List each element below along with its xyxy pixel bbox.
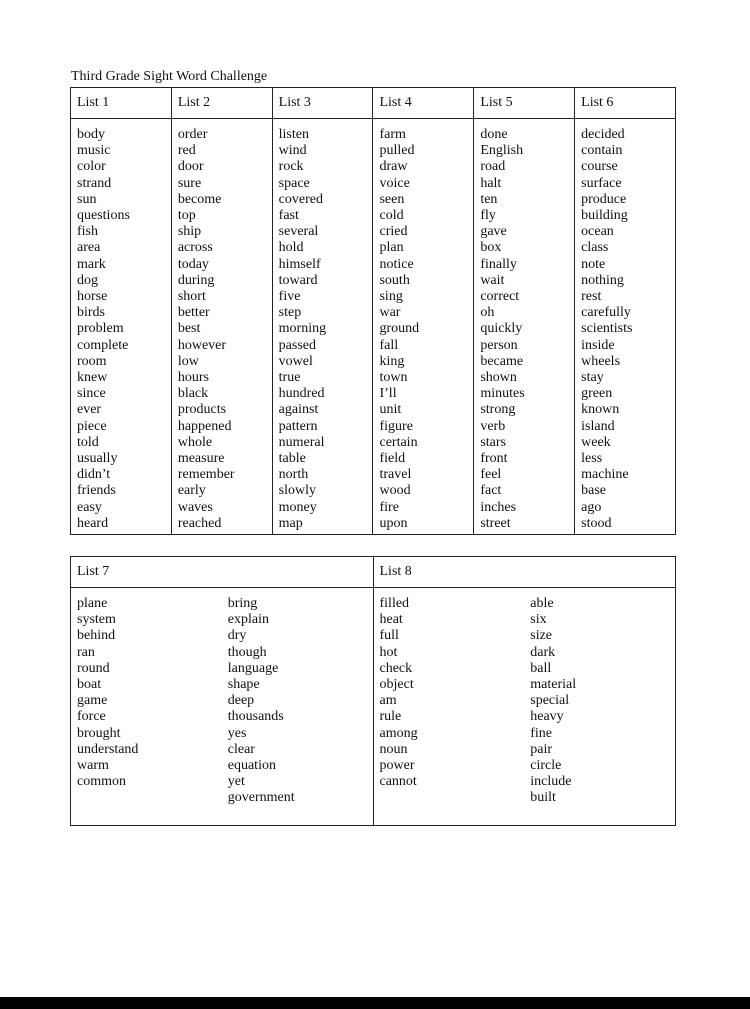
word-item: fish [77,224,98,240]
word-item: front [480,451,508,467]
word-item: bring [227,596,258,611]
word-item: island [581,418,615,434]
word-item: fast [278,208,299,224]
word-item: inside [581,337,615,353]
word-item: war [379,305,401,321]
word-item: ever [77,402,102,418]
word-item: power [379,758,415,774]
word-item: inches [480,499,517,515]
word-item: hundred [278,386,325,402]
word-item: today [177,256,209,272]
word-item: stay [581,370,604,386]
word-item: morning [278,321,327,337]
word-item: measure [177,451,225,467]
word-item: contain [581,143,623,159]
list-2-cell [171,119,272,535]
word-item: travel [379,467,412,483]
word-item: thousands [227,709,284,725]
word-item: seen [379,191,405,207]
list-1-header: List 1 [71,88,172,119]
word-item: box [480,240,502,256]
page-title: Third Grade Sight Word Challenge [71,69,268,84]
word-item: dark [530,644,556,660]
word-item: cannot [379,774,417,790]
word-item: become [177,191,222,207]
word-item: knew [77,370,108,386]
word-item: unit [379,402,402,418]
list-4-cell [373,119,474,535]
word-item: piece [77,418,107,434]
word-item: red [177,143,196,159]
word-item: ago [581,499,602,515]
word-item: able [530,596,554,611]
word-item: pattern [278,418,318,434]
word-item: shape [227,677,260,693]
word-item: check [379,660,413,676]
word-item: south [379,272,410,288]
list-7-cell [71,588,374,826]
word-item: game [77,693,108,709]
word-item: circle [530,758,562,774]
list-2-header: List 2 [171,88,272,119]
word-item: problem [77,321,124,337]
word-item: clear [227,741,255,757]
word-item: best [177,321,201,337]
word-item: quickly [480,321,523,337]
word-item: across [177,240,213,256]
word-item: fly [480,208,496,224]
list-7-words-left [71,588,222,807]
word-item: finally [480,256,517,272]
word-item: pulled [379,143,415,159]
list-8-cell [373,588,676,826]
list-7-header: List 7 [71,557,374,588]
word-item: better [177,305,210,321]
word-item: remember [177,467,235,483]
word-item: low [177,353,199,369]
word-item: I’ll [379,386,397,402]
word-item: boat [77,677,102,693]
word-item: wind [278,143,307,159]
list-8-words-right [524,588,675,807]
word-item: however [177,337,227,353]
word-item: government [227,790,295,806]
header-row [71,557,676,588]
list-3-cell [272,119,373,535]
word-item: ten [480,191,498,207]
word-item: slowly [278,483,316,499]
word-item: noun [379,741,408,757]
word-item: dog [77,272,98,288]
word-item: minutes [480,386,525,402]
word-item: ball [530,660,552,676]
list-4-header: List 4 [373,88,474,119]
word-item: king [379,353,405,369]
word-item: course [581,159,618,175]
word-item: week [581,434,611,450]
list-1-words [71,119,171,532]
word-item: round [77,660,110,676]
word-item: farm [379,127,406,142]
word-item: common [77,774,126,790]
word-item: plan [379,240,404,256]
word-item: green [581,386,613,402]
word-item: warm [77,758,109,774]
word-table-lists-7-8 [70,556,676,826]
word-item: space [278,175,310,191]
word-item: told [77,434,99,450]
word-item: door [177,159,204,175]
list-2-words [172,119,272,532]
word-item: music [77,143,111,159]
word-item: verb [480,418,506,434]
word-item: five [278,289,301,305]
word-item: special [530,693,570,709]
word-item: sun [77,191,97,207]
word-item: understand [77,741,139,757]
word-item: size [530,628,553,644]
word-item: yes [227,725,247,741]
word-item: sure [177,175,202,191]
word-item: wheels [581,353,621,369]
word-item: questions [77,208,130,224]
word-item: fact [480,483,502,499]
word-item: usually [77,451,118,467]
word-item: step [278,305,302,321]
word-item: table [278,451,306,467]
word-item: passed [278,337,316,353]
word-item: plane [77,596,108,611]
word-item: upon [379,515,408,531]
word-item: behind [77,628,116,644]
word-item: deep [227,693,255,709]
word-item: short [177,289,206,305]
word-item: object [379,677,414,693]
word-item: since [77,386,106,402]
word-item: rule [379,709,402,725]
word-row [71,119,676,535]
list-7-words-right [222,588,373,807]
word-item: mark [77,256,106,272]
word-item: done [480,127,508,142]
word-item: numeral [278,434,325,450]
list-6-words [575,119,675,532]
word-item: less [581,451,603,467]
word-item: hold [278,240,304,256]
list-5-header: List 5 [474,88,575,119]
word-item: notice [379,256,414,272]
word-item: black [177,386,209,402]
word-item: toward [278,272,318,288]
word-item: heat [379,612,403,628]
word-item: equation [227,758,276,774]
word-item: whole [177,434,213,450]
word-item: strand [77,175,112,191]
word-item: rock [278,159,304,175]
word-item: several [278,224,319,240]
word-item: correct [480,289,520,305]
word-item: map [278,515,303,531]
word-item: town [379,370,408,386]
word-item: include [530,774,572,790]
word-item: order [177,127,208,142]
word-item: force [77,709,106,725]
word-item: road [480,159,506,175]
word-item: figure [379,418,413,434]
word-item: gave [480,224,507,240]
word-item: body [77,127,105,142]
word-item: color [77,159,106,175]
word-item: filled [379,596,410,611]
word-item: sing [379,289,403,305]
word-item: stood [581,515,612,531]
word-item: early [177,483,206,499]
word-item: nothing [581,272,624,288]
word-item: friends [77,483,116,499]
word-item: true [278,370,301,386]
word-item: shown [480,370,517,386]
word-item: ship [177,224,202,240]
list-4-words [373,119,473,532]
word-item: vowel [278,353,313,369]
word-item: draw [379,159,408,175]
word-item: area [77,240,101,256]
word-item: built [530,790,556,806]
word-item: system [77,612,116,628]
word-item: am [379,693,397,709]
word-item: listen [278,127,309,142]
word-item: waves [177,499,213,515]
list-5-cell [474,119,575,535]
word-item: reached [177,515,222,531]
word-item: complete [77,337,129,353]
word-item: covered [278,191,323,207]
word-item: room [77,353,107,369]
word-item: happened [177,418,232,434]
word-item: himself [278,256,321,272]
word-item: oh [480,305,495,321]
word-item: hours [177,370,209,386]
word-item: against [278,402,319,418]
word-item: brought [77,725,121,741]
list-6-cell [575,119,676,535]
word-item: ran [77,644,95,660]
word-item: strong [480,402,516,418]
word-item: decided [581,127,625,142]
list-6-header: List 6 [575,88,676,119]
word-item: became [480,353,524,369]
word-item: note [581,256,606,272]
bottom-bar [0,997,750,1009]
word-item: class [581,240,609,256]
word-item: easy [77,499,102,515]
word-item: explain [227,612,269,628]
word-item: yet [227,774,245,790]
word-item: rest [581,289,602,305]
word-item: person [480,337,518,353]
word-item: building [581,208,628,224]
word-item: material [530,677,577,693]
word-item: during [177,272,215,288]
word-item: cold [379,208,404,224]
word-item: stars [480,434,506,450]
word-item: hot [379,644,398,660]
word-item: six [530,612,547,628]
word-item: heard [77,515,109,531]
word-item: base [581,483,607,499]
word-item: language [227,660,279,676]
list-1-cell [71,119,172,535]
list-8-words-left [374,588,525,807]
list-8-header: List 8 [373,557,676,588]
word-item: products [177,402,227,418]
word-item: English [480,143,524,159]
word-item: north [278,467,309,483]
word-item: field [379,451,406,467]
word-item: top [177,208,196,224]
header-row [71,88,676,119]
word-row [71,588,676,826]
word-item: fall [379,337,399,353]
word-item: birds [77,305,105,321]
word-item: pair [530,741,553,757]
list-3-header: List 3 [272,88,373,119]
word-item: certain [379,434,418,450]
word-item: didn’t [77,467,111,483]
word-item: dry [227,628,247,644]
word-item: wait [480,272,505,288]
word-item: halt [480,175,502,191]
word-item: fire [379,499,399,515]
word-item: ground [379,321,420,337]
word-item: produce [581,191,627,207]
list-5-words [474,119,574,532]
word-item: among [379,725,418,741]
word-item: ocean [581,224,614,240]
word-table-lists-1-6 [70,87,676,535]
word-item: fine [530,725,553,741]
word-item: scientists [581,321,633,337]
word-item: money [278,499,317,515]
word-item: full [379,628,399,644]
word-item: cried [379,224,408,240]
word-item: known [581,402,620,418]
word-item: horse [77,289,108,305]
word-item: machine [581,467,629,483]
word-item: voice [379,175,410,191]
word-item: wood [379,483,411,499]
list-3-words [273,119,373,532]
word-item: heavy [530,709,564,725]
word-item: feel [480,467,502,483]
word-item: though [227,644,267,660]
word-item: street [480,515,511,531]
word-item: carefully [581,305,631,321]
word-item: surface [581,175,622,191]
